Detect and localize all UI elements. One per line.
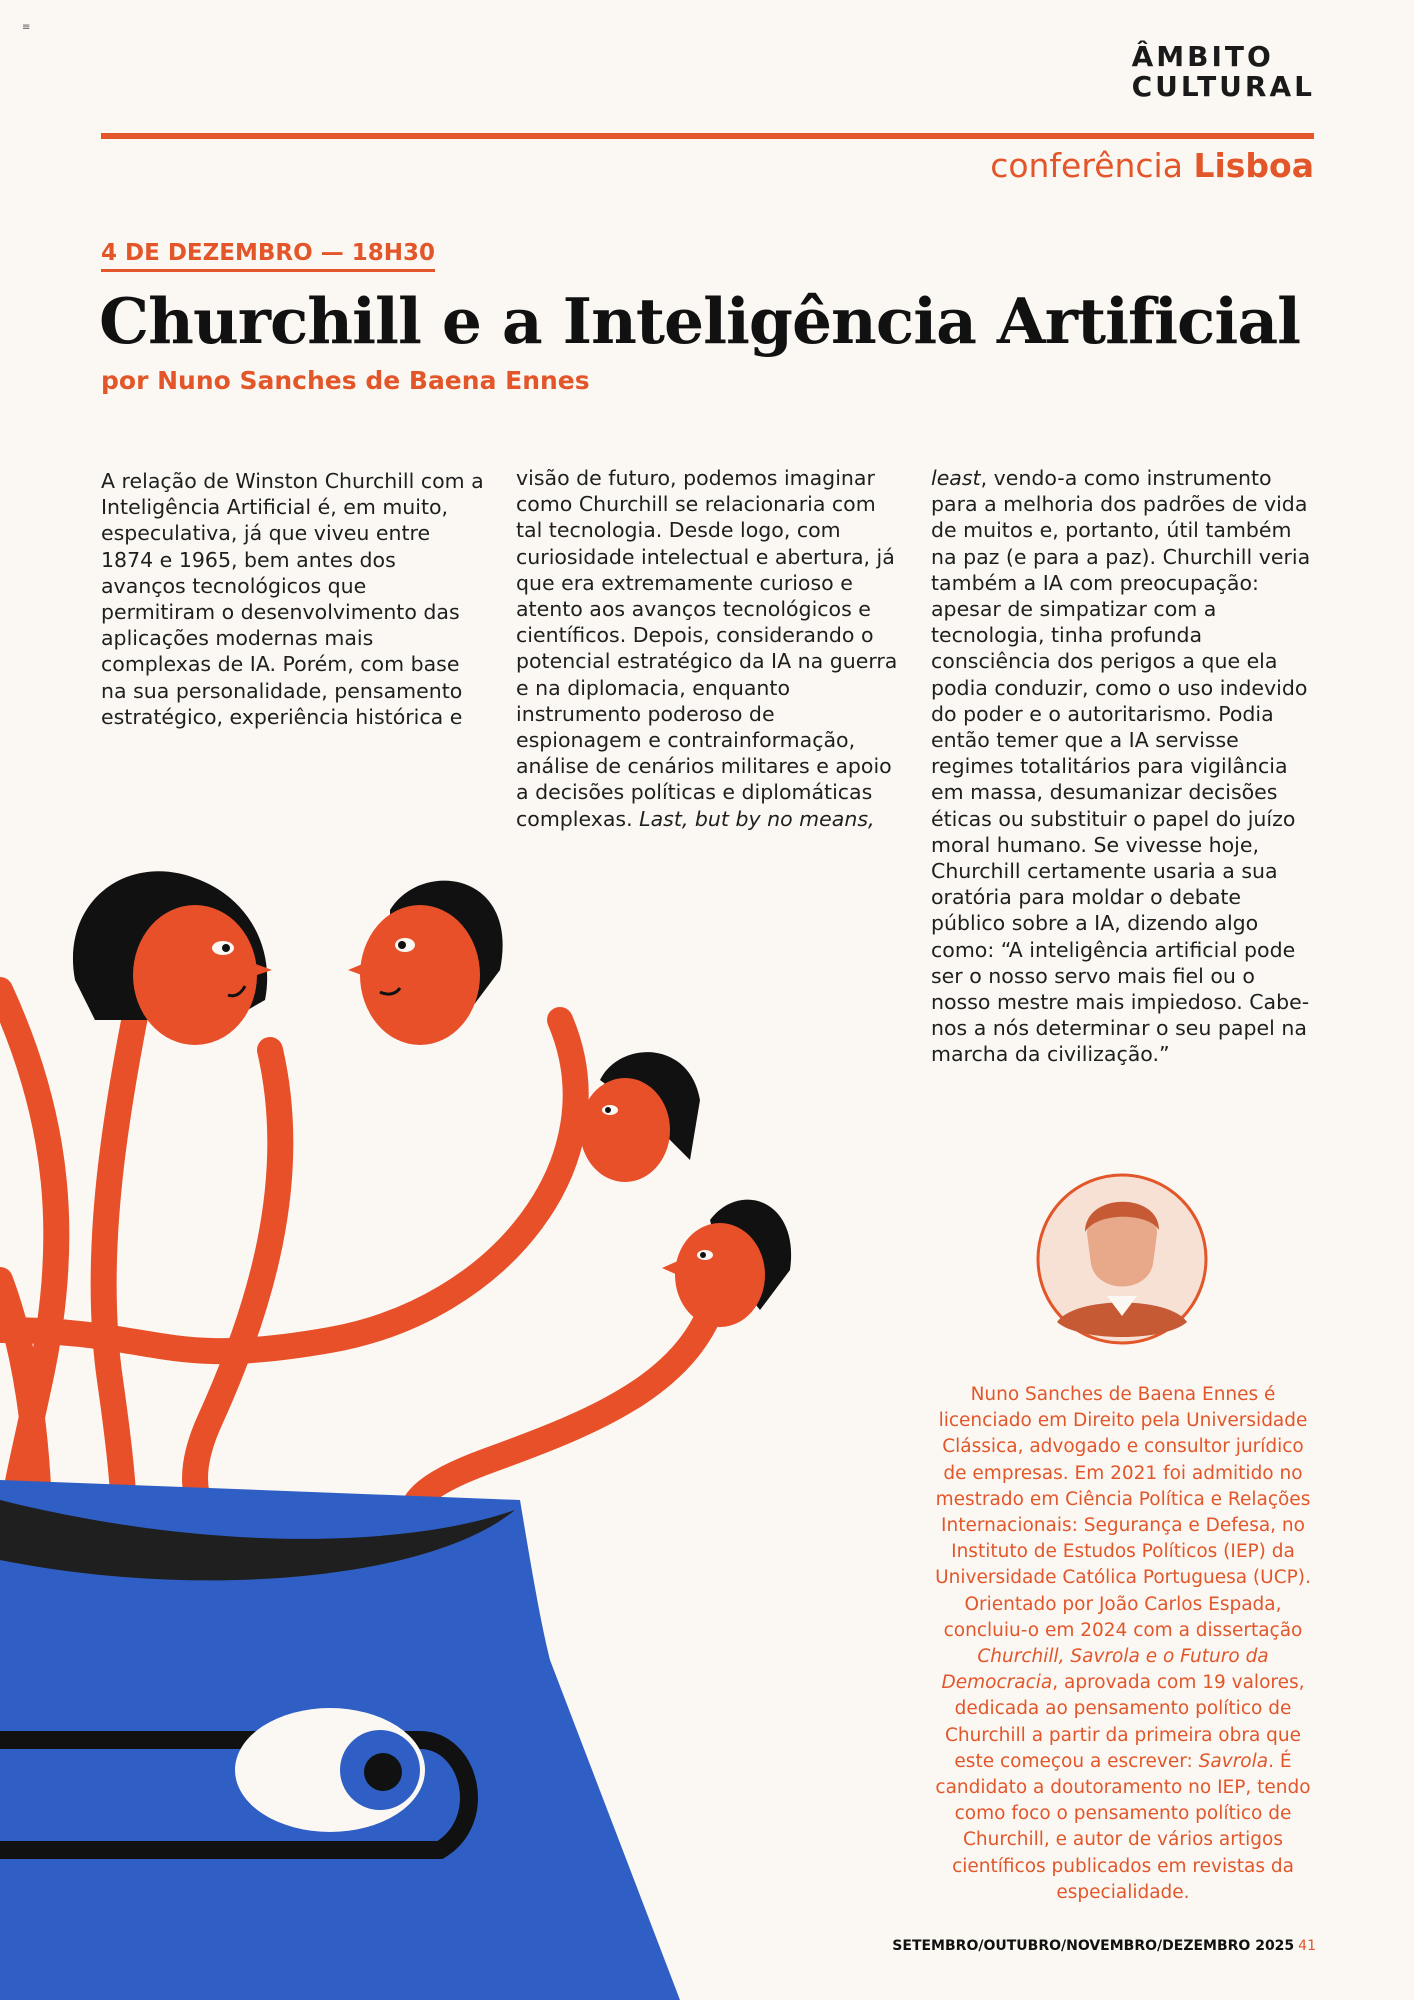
author-bio <box>928 1382 1318 1906</box>
bio-part-1: Nuno Sanches de Baena Ennes é licenciado em Direito pela Universidade Clássica, advogado e consultor jurídico de empresas. Em 2021 foi admitido no mestrado em Ciência Política e Relações Internacionais: Segurança e Defesa, no Instituto de Estudos Políticos (IEP) da Universidade Católica Portuguesa (UCP). Orientado por João Carlos Espada, concluiu-o em 2024 com a dissertação <box>935 1384 1311 1641</box>
article-column-1: A relação de Winston Churchill com a Inteligência Artificial é, em muito, especulativa, já que viveu entre 1874 e 1965, bem antes dos avanços tecnológicos que permitiram o desenvolvimento das aplicações modernas mais complexas de IA. Porém, com base na sua personalidade, pensamento estratégico, experiência histórica e <box>101 469 484 729</box>
event-date: 4 DE DEZEMBRO — 18H30 <box>101 240 435 272</box>
author-portrait <box>1035 1172 1209 1346</box>
article-byline: por Nuno Sanches de Baena Ennes <box>101 366 590 395</box>
bio-book-title: Savrola <box>1198 1750 1269 1772</box>
corner-menu-icon: ≡ <box>22 22 31 33</box>
col2-text: visão de futuro, podemos imaginar como Churchill se relacionaria com tal tecnologia. Desde logo, com curiosidade intelectual e abertura, já que era extremamente curioso e atento aos avanços tecnológicos e científicos. Depois, considerando o potencial estratégico da IA na guerra e na diplomacia, enquanto instrumento poderoso de espionagem e contrainformação, análise de cenários militares e apoio a decisões políticas e diplomáticas complexas. <box>516 466 898 831</box>
head-2 <box>348 881 503 1045</box>
logo-line-2: CULTURAL <box>1131 70 1315 103</box>
section-word: conferência <box>990 146 1183 185</box>
logo-line-1: ÂMBITO <box>1131 40 1274 73</box>
page-number: 41 <box>1298 1938 1316 1954</box>
footer-issue: SETEMBRO/OUTUBRO/NOVEMBRO/DEZEMBRO 2025 <box>892 1938 1295 1954</box>
header-divider <box>101 133 1314 139</box>
head-3 <box>568 1052 700 1182</box>
article-column-3 <box>931 465 1316 1068</box>
section-tag <box>990 146 1314 185</box>
illustration-heads-from-pot <box>0 860 810 2000</box>
head-4 <box>662 1200 791 1327</box>
stalk-head-2 <box>195 1050 280 1560</box>
stalk-head-1 <box>104 940 150 1560</box>
col3-text: , vendo-a como instrumento para a melhoria dos padrões de vida de muitos e, portanto, útil também na paz (e para a paz). Churchill veria também a IA com preocupação: apesar de simpatizar com a tecnologia, tinha profunda consciência dos perigos a que ela podia conduzir, como o uso indevido do poder e o autoritarismo. Podia então temer que a IA servisse regimes totalitários para vigilância em massa, desumanizar decisões éticas ou substituir o papel do juízo moral humano. Se vivesse hoje, Churchill certamente usaria a sua oratória para moldar o debate público sobre a IA, dizendo algo como: “A inteligência artificial pode ser o nosso servo mais fiel ou o nosso mestre mais impiedoso. Cabe-nos a nós determinar o seu papel na marcha da civilização.” <box>931 466 1311 1067</box>
bio-part-2: , aprovada com 19 valores, dedicada ao pensamento político de Churchill a partir da primeira obra que este começou a escrever: <box>944 1672 1305 1772</box>
bio-part-3: . É candidato a doutoramento no IEP, tendo como foco o pensamento político de Churchill, e autor de vários artigos científicos publicados em revistas da especialidade. <box>935 1750 1311 1903</box>
ambito-cultural-logo <box>1132 42 1315 102</box>
page-footer <box>892 1938 1316 1954</box>
pot-pupil <box>364 1753 402 1791</box>
col3-italic: least <box>931 466 981 490</box>
article-column-2 <box>516 465 906 832</box>
head-1 <box>73 871 272 1045</box>
section-city: Lisboa <box>1193 146 1314 185</box>
article-title: Churchill e a Inteligência Artificial <box>99 284 1301 358</box>
col2-italic: Last, but by no means, <box>639 806 875 831</box>
bio-thesis-title: Churchill, Savrola e o Futuro da Democracia <box>941 1646 1269 1694</box>
